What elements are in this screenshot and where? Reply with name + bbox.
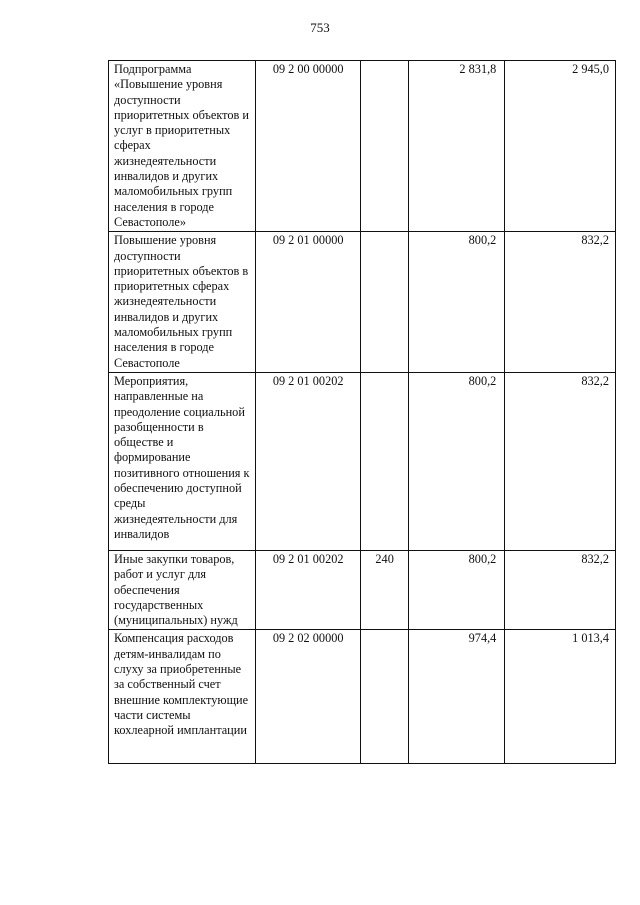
table-row [109, 630, 616, 764]
row-name-cell: Мероприятия, направленные на преодоление социальной разобщенности в обществе и формирование позитивного отношения к обеспечению доступной среды жизнедеятельности для инвалидов [109, 372, 256, 550]
row-expense-type-cell [361, 630, 408, 764]
row-expense-type-cell [361, 61, 408, 232]
budget-table [108, 60, 616, 764]
row-year2-amount-cell: 1 013,4 [505, 630, 616, 764]
row-name-cell: Повышение уровня доступности приоритетных объектов в приоритетных сферах жизнедеятельности инвалидов и других маломобильных групп населения в городе Севастополе [109, 232, 256, 373]
row-name-cell: Иные закупки товаров, работ и услуг для обеспечения государственных (муниципальных) нужд [109, 550, 256, 629]
row-year1-amount-cell: 800,2 [408, 550, 505, 629]
row-year1-amount-cell: 2 831,8 [408, 61, 505, 232]
row-year2-amount-cell: 832,2 [505, 232, 616, 373]
row-year2-amount-cell: 2 945,0 [505, 61, 616, 232]
row-year2-amount-cell: 832,2 [505, 550, 616, 629]
row-code-cell: 09 2 00 00000 [255, 61, 361, 232]
table-row [109, 550, 616, 629]
row-expense-type-cell [361, 232, 408, 373]
row-code-cell: 09 2 01 00202 [255, 550, 361, 629]
row-expense-type-cell [361, 372, 408, 550]
row-expense-type-cell: 240 [361, 550, 408, 629]
row-name-cell: Компенсация расходов детям-инвалидам по слуху за приобретенные за собственный счет внешние комплектующие части системы кохлеарной имплантации [109, 630, 256, 764]
row-year1-amount-cell: 800,2 [408, 232, 505, 373]
row-code-cell: 09 2 02 00000 [255, 630, 361, 764]
page-number: 753 [310, 20, 330, 35]
row-name-cell: Подпрограмма «Повышение уровня доступности приоритетных объектов и услуг в приоритетных сферах жизнедеятельности инвалидов и других маломобильных групп населения в городе Севастополе» [109, 61, 256, 232]
row-code-cell: 09 2 01 00202 [255, 372, 361, 550]
row-code-cell: 09 2 01 00000 [255, 232, 361, 373]
row-year2-amount-cell: 832,2 [505, 372, 616, 550]
table-row [109, 232, 616, 373]
row-year1-amount-cell: 800,2 [408, 372, 505, 550]
table-row [109, 61, 616, 232]
table-row [109, 372, 616, 550]
row-year1-amount-cell: 974,4 [408, 630, 505, 764]
